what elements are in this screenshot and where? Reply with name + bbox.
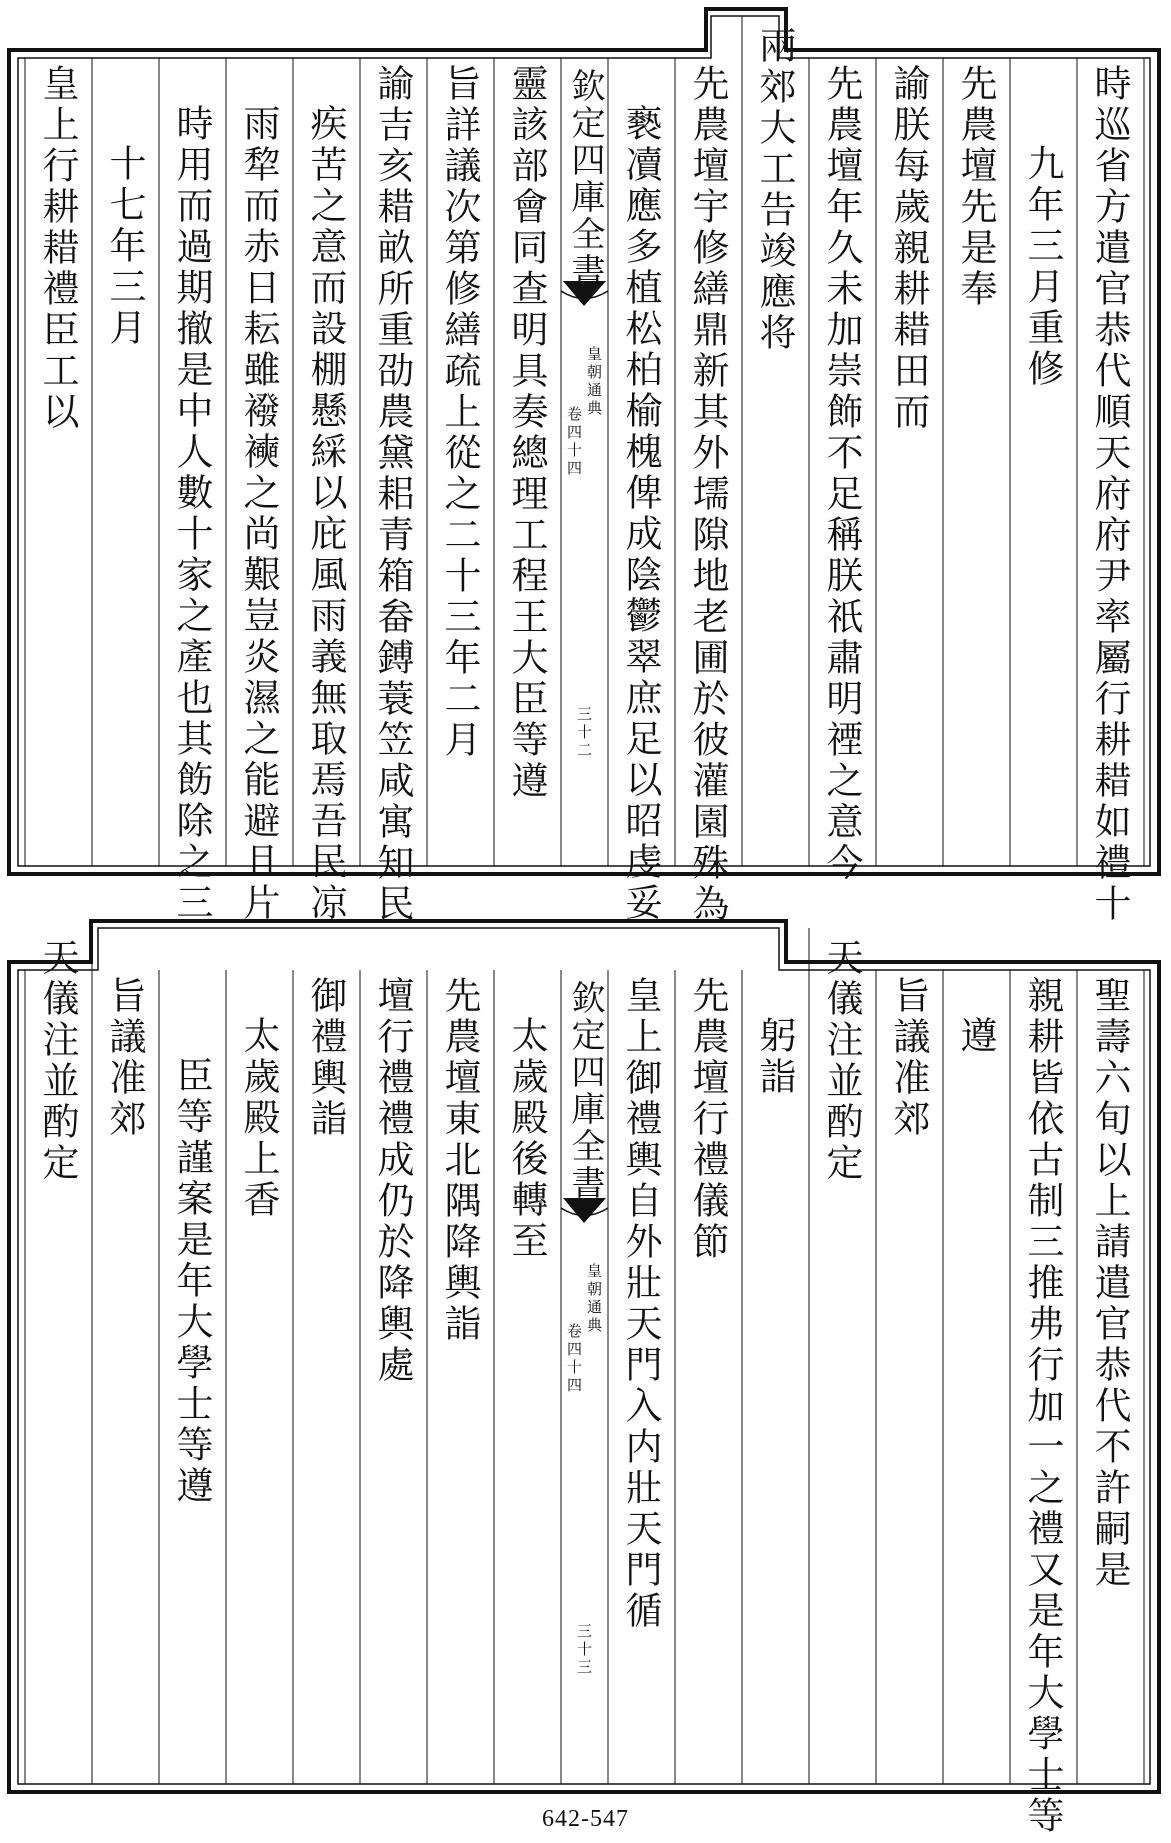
text-column: 時用而過期撤是中人數十家之產也其飭除之三	[170, 104, 213, 924]
center-juan: 卷四十四	[565, 1323, 583, 1395]
text-column: 雨犂而赤日耘雖襏襫之尚艱豈炎濕之能避且片	[237, 104, 280, 924]
text-column: 臣等謹案是年大學士等遵	[170, 1056, 213, 1507]
text-column: 太歲殿上香	[237, 1016, 280, 1221]
top-page	[6, 6, 1164, 925]
text-column: 親耕皆依古制三推弗行加一之禮又是年大學士等	[1021, 976, 1064, 1837]
text-column: 疾苦之意而設棚懸綵以庇風雨義無取焉吾民凉	[304, 104, 347, 924]
text-column: 旨議准郊	[887, 976, 930, 1140]
text-column: 諭朕每歲親耕耤田而	[887, 64, 930, 433]
text-column: 壇行禮禮成仍於降輿處	[371, 976, 414, 1386]
center-title: 欽定四庫全書	[565, 68, 605, 290]
text-column: 聖壽六旬以上請遣官恭代不許嗣是	[1088, 976, 1131, 1591]
text-column: 御禮輿詣	[304, 976, 347, 1140]
center-page-number: 三十二	[575, 706, 593, 760]
text-column: 諭吉亥耤畝所重劭農黛耜青箱畚鎛蓑笠咸寓知民	[371, 64, 414, 925]
center-book: 皇朝通典	[585, 346, 603, 418]
text-column: 兩郊大工告竣應将	[753, 26, 796, 354]
text-column: 遵	[954, 1016, 997, 1057]
text-column: 十七年三月	[103, 144, 146, 349]
text-column: 先農壇宇修繕鼎新其外壖隙地老圃於彼灌園殊為	[686, 64, 729, 925]
center-title: 欽定四庫全書	[565, 980, 605, 1202]
text-column: 靈該部會同查明具奏總理工程王大臣等遵	[505, 64, 548, 802]
text-column: 褻凟應多植松柏榆槐俾成陰鬱翠庶足以昭虔妥	[619, 104, 662, 924]
center-juan: 卷四十四	[565, 406, 583, 478]
text-column: 先農壇行禮儀節	[686, 976, 729, 1263]
text-column: 先農壇年久未加崇飾不足稱朕祇肅明禋之意今	[820, 64, 863, 884]
text-column: 先農壇先是奉	[954, 64, 997, 310]
text-column: 旨詳議次第修繕疏上從之二十三年二月	[438, 64, 481, 761]
text-column: 先農壇東北隅降輿詣	[438, 976, 481, 1345]
text-column: 皇上行耕耤禮臣工以	[36, 64, 79, 433]
text-column: 天儀注並酌定	[820, 938, 863, 1184]
text-column: 旨議准郊	[103, 976, 146, 1140]
text-column: 時巡省方遣官恭代順天府府尹率屬行耕耤如禮十	[1088, 64, 1131, 925]
center-book: 皇朝通典	[585, 1263, 603, 1335]
text-column: 皇上御禮輿自外壯天門入内壯天門循	[619, 976, 662, 1632]
center-page-number: 三十三	[575, 1623, 593, 1677]
text-column: 躬詣	[753, 1016, 796, 1098]
page-footer-number: 642-547	[542, 1806, 629, 1832]
text-column: 天儀注並酌定	[36, 938, 79, 1184]
text-column: 九年三月重修	[1021, 144, 1064, 390]
text-column: 太歲殿後轉至	[505, 1016, 548, 1262]
